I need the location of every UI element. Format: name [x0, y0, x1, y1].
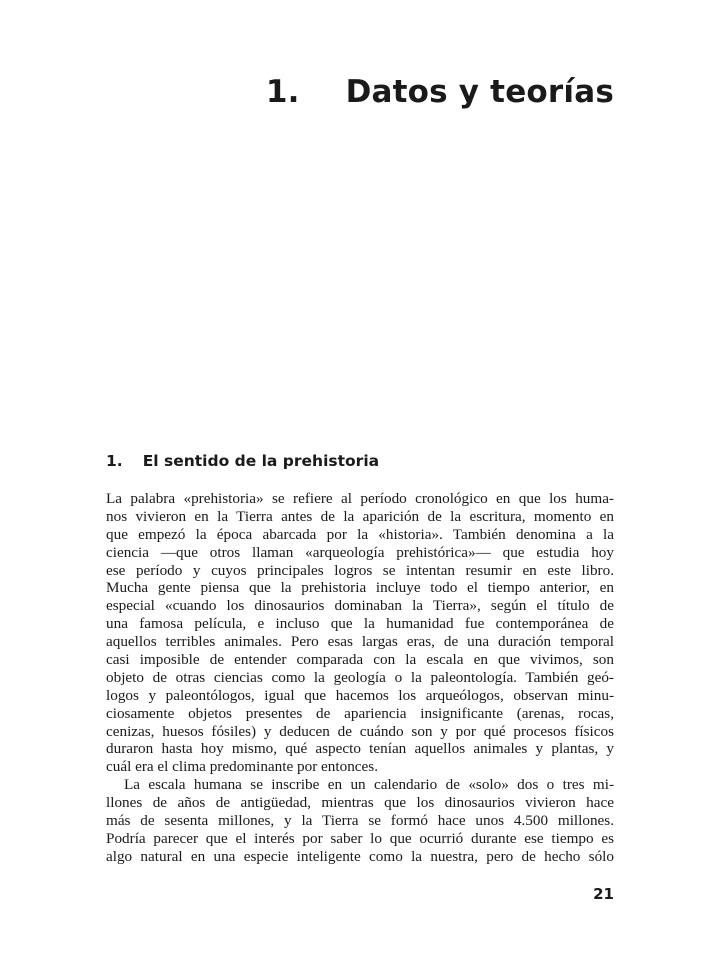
text-line: algo natural en una especie inteligente como la nuestra, pero de hecho sólo [106, 847, 614, 865]
text-line: logos y paleontólogos, igual que hacemos los arqueólogos, observan minu- [106, 686, 614, 704]
text-line: Mucha gente piensa que la prehistoria incluye todo el tiempo anterior, en [106, 579, 614, 597]
section-heading [106, 452, 379, 470]
text-line: ciencia —que otros llaman «arqueología prehistórica»— que estudia hoy [106, 543, 614, 561]
text-line: ciosamente objetos presentes de apariencia insignificante (arenas, rocas, [106, 704, 614, 722]
section-number: 1. [106, 452, 123, 470]
text-line: La palabra «prehistoria» se refiere al período cronológico en que los huma- [106, 490, 614, 507]
paragraph-1 [106, 490, 614, 776]
text-line: duraron hasta hoy mismo, qué aspecto tenían aquellos animales y plantas, y [106, 740, 614, 758]
text-line: La escala humana se inscribe en un calendario de «solo» dos o tres mi- [124, 776, 614, 794]
text-line: una famosa película, e incluso que la humanidad fue contemporánea de [106, 615, 614, 633]
body-text [106, 490, 614, 866]
text-line: objeto de otras ciencias como la geología o la paleontología. También geó- [106, 668, 614, 686]
paragraph-2 [106, 776, 614, 865]
chapter-title [266, 74, 614, 110]
text-line: Podría parecer que el interés por saber lo que ocurrió durante ese tiempo es [106, 829, 614, 847]
page-number: 21 [593, 885, 614, 903]
text-line: especial «cuando los dinosaurios dominaban la Tierra», según el título de [106, 597, 614, 615]
text-line: cuál era el clima predominante por entonces. [106, 758, 378, 776]
text-line: nos vivieron en la Tierra antes de la aparición de la escritura, momento en [106, 507, 614, 525]
text-line: llones de años de antigüedad, mientras que los dinosaurios vivieron hace [106, 794, 614, 812]
text-line: cenizas, huesos fósiles) y deducen de cuándo son y por qué procesos físicos [106, 722, 614, 740]
chapter-number: 1. [265, 74, 300, 110]
text-line: ese período y cuyos principales logros se intentan resumir en este libro. [106, 561, 614, 579]
section-title-text: El sentido de la prehistoria [142, 452, 380, 470]
chapter-title-text: Datos y teorías [345, 74, 614, 110]
text-line: aquellos terribles animales. Pero esas largas eras, de una duración temporal [106, 633, 614, 651]
text-line: más de sesenta millones, y la Tierra se formó hace unos 4.500 millones. [106, 812, 614, 830]
text-line: que empezó la época abarcada por la «historia». También denomina a la [106, 525, 614, 543]
text-line: casi imposible de entender comparada con la escala en que vivimos, son [106, 651, 614, 669]
